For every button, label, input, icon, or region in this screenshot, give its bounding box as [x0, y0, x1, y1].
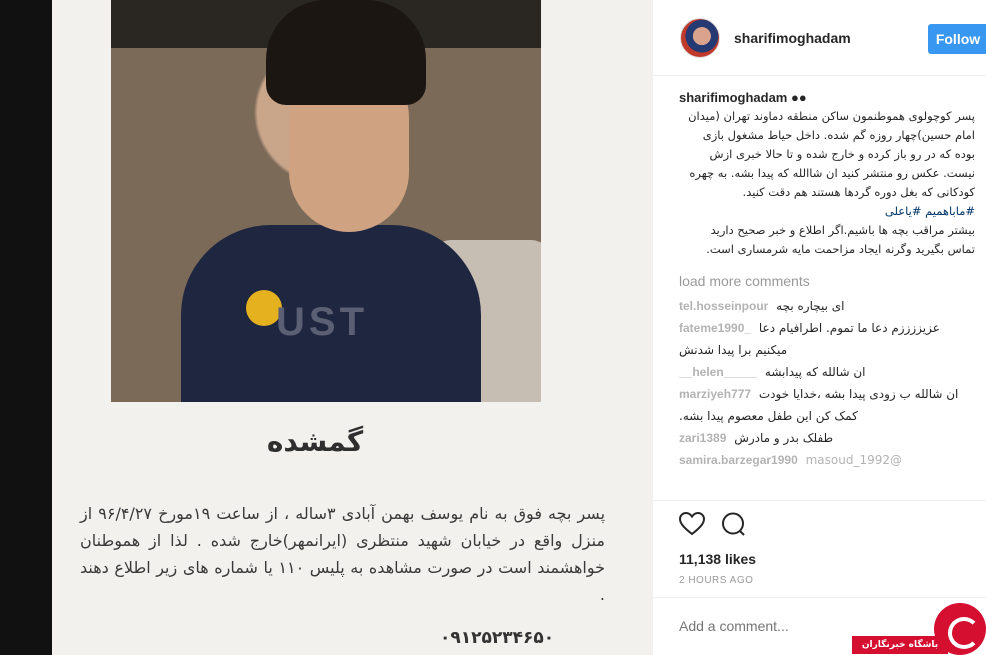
caption-line: نیست. عکس رو منتشر کنید ان شاالله که پیدا بشه. به چهره	[689, 166, 975, 180]
caption-line: بوده که در رو باز کرده و خارج شده و تا حالا خبری ازش	[709, 147, 975, 161]
child-photo	[111, 0, 541, 402]
comments-section[interactable]	[653, 90, 986, 494]
comment-username[interactable]: samira.barzegar1990	[679, 453, 798, 467]
caption-text	[679, 107, 975, 202]
comment-username[interactable]: __helen_____	[679, 365, 758, 379]
caption-line: امام حسین)چهار روزه گم شده. داخل حیاط مشغول بازی	[702, 128, 975, 142]
header-username[interactable]: sharifimoghadam	[734, 29, 851, 46]
caption-line: پسر کوچولوی هموطنمون ساکن منطقه دماوند تهران (میدان	[688, 109, 975, 123]
load-more-comments-link[interactable]: load more comments	[679, 273, 810, 289]
follow-button[interactable]: Follow	[928, 24, 986, 54]
comment-text: عزیززززم دعا ما تموم. اطرافیام دعا میکنیم برا پیدا شدنش	[679, 321, 940, 357]
comment-text: ان شالله ب زودی پیدا بشه ،خدایا خودت کمک کن این طفل معصوم پیدا بشه.	[679, 387, 959, 423]
comment-text: طفلک بدر و مادرش	[734, 431, 834, 445]
comment-row	[679, 317, 975, 361]
caption-emoji: ●●	[790, 90, 807, 105]
comment-row	[679, 295, 975, 317]
caption-text-2	[679, 221, 975, 259]
poster-title: گمشده	[266, 425, 364, 458]
post-actions	[653, 500, 986, 586]
photo-hair	[266, 0, 426, 105]
caption-username[interactable]: sharifimoghadam	[679, 90, 788, 105]
post-sidebar	[652, 0, 986, 655]
avatar[interactable]	[680, 18, 720, 58]
comment-text: ای بیچاره بچه	[776, 299, 845, 313]
likes-count[interactable]: 11,138 likes	[679, 551, 757, 567]
watermark-icon	[934, 603, 986, 655]
caption-owner	[679, 90, 975, 105]
shirt-text: UST	[276, 300, 368, 344]
watermark-text: باشگاه خبرنگاران	[852, 636, 948, 654]
action-icons	[679, 509, 986, 539]
comment-icon[interactable]	[721, 512, 745, 536]
caption-line: بیشتر مراقب بچه ها باشیم.اگر اطلاع و خبر صحیح دارید	[710, 223, 975, 237]
poster-body: پسر بچه فوق به نام یوسف بهمن آبادی ۳ساله ، از ساعت ۱۹مورخ ۹۶/۴/۲۷ از منزل واقع در خیابان شهید منتظری (ایرانمهر)خارج شده . لذا از هموطنان خواهشمند است در صورت مشاهده به پلیس ۱۱۰ یا شماره های زیر اطلاع دهند .	[80, 504, 606, 604]
hashtags[interactable]: #ماباهمیم #یاعلی	[884, 204, 975, 218]
comment-row	[679, 449, 975, 471]
post-timestamp: 2 HOURS AGO	[679, 575, 754, 586]
comment-row	[679, 383, 975, 427]
heart-icon[interactable]	[679, 512, 705, 536]
caption-line: تماس بگیرید وگرنه ایجاد مزاحمت مایه شرمساری است.	[706, 242, 975, 256]
post-header	[653, 0, 986, 76]
comment-username[interactable]: fateme1990_	[679, 321, 752, 335]
comment-text: ان شالله که پیدابشه	[764, 365, 866, 379]
poster-phone: ۰۹۱۲۵۲۳۴۶۵۰	[440, 628, 555, 648]
caption-line: کودکانی که بغل دوره گردها هستند هم دقت کنید.	[742, 185, 975, 199]
comment-row	[679, 361, 975, 383]
comment-text: @masoud_1992	[805, 453, 902, 467]
image-left-edge	[0, 0, 52, 655]
comment-username[interactable]: zari1389	[679, 431, 727, 445]
comment-row	[679, 427, 975, 449]
watermark-logo	[852, 603, 986, 655]
comment-username[interactable]: marziyeh777	[679, 387, 752, 401]
comment-username[interactable]: tel.hosseinpour	[679, 299, 769, 313]
